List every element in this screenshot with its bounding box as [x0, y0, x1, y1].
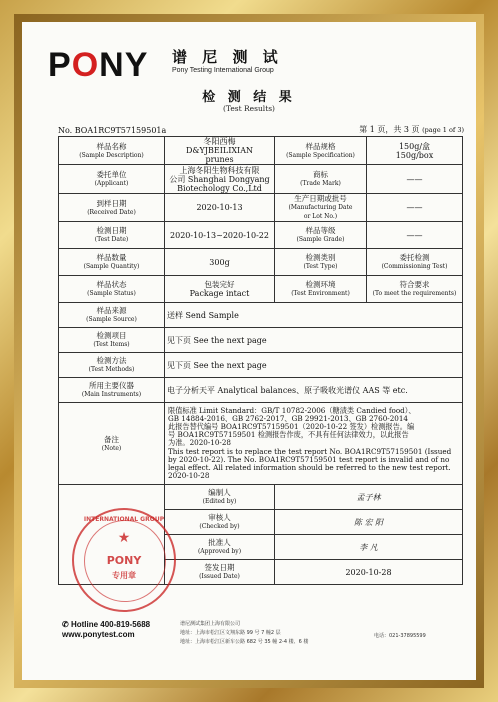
header	[48, 46, 318, 86]
table-row: 签发日期 (Issued Date) 2020-10-28	[59, 560, 463, 585]
phone-icon: ✆	[62, 620, 69, 629]
table-row: 编制人 (Edited by) 孟子林	[59, 485, 463, 510]
approver-signature: 李 凡	[275, 535, 463, 560]
hotline: ✆ Hotline 400-819-5688	[62, 620, 151, 629]
table-row: 审核人 (Checked by) 陈 宏 阳	[59, 510, 463, 535]
table-row: 样品数量 (Sample Quantity) 300g 检测类别 (Test Type) 委托检测 (Commissioning Test)	[59, 249, 463, 276]
editor-signature: 孟子林	[275, 485, 463, 510]
issued-date: 2020-10-28	[275, 560, 463, 585]
star-icon: ★	[117, 530, 131, 546]
table-row: 所用主要仪器 (Main Instruments) 电子分析天平 Analytical balances、原子吸收光谱仪 AAS 等 etc.	[59, 378, 463, 403]
page-subtitle: (Test Results)	[223, 104, 275, 113]
table-row: 检测方法 (Test Methods) 见下页 See the next page	[59, 353, 463, 378]
table-row: 到样日期 (Received Date) 2020-10-13 生产日期或批号 (Manufacturing Date or Lot No.) ——	[59, 194, 463, 222]
table-row: 检测项目 (Test Items) 见下页 See the next page	[59, 328, 463, 353]
checker-signature: 陈 宏 阳	[275, 510, 463, 535]
report-number: No. BOA1RC9T57159501a	[58, 126, 167, 135]
table-row: 样品名称 (Sample Description) 冬阳西梅 D&YJBEILIXIAN prunes 样品规格 (Sample Specification) 150g/盒 150g/box	[59, 137, 463, 165]
page-info: 第 1 页，共 3 页 (page 1 of 3)	[359, 125, 464, 134]
website-link[interactable]: www.ponytest.com	[62, 630, 135, 639]
table-row: 批准人 (Approved by) 李 凡	[59, 535, 463, 560]
table-row: 委托单位 (Applicant) 上海冬阳生物科技有限 公司 Shanghai Dongyang Biotechology Co.,Ltd 商标 (Trade Mark) ——	[59, 165, 463, 194]
note-text: 限值标准 Limit Standard：GB/T 10782-2006（糖渍类 Candied food）、 GB 14884-2016、GB 2762-2017、GB 29921-2013、GB 2760-2014 此报告替代编号 BOA1RC9T57159501（2020-10-22 签发）检测报告。编 号 BOA1RC9T57159501 检测报告作废，不具有任何法律效力，以此报告 为准。2020-10-28 This test report is to replace the test report No. BOA1RC9T57159501 (Issued by 2020-10-22). The No. BOA1RC9T57159501 test report is invalid and of no legal effect. All related information should be referred to the new test report. 2020-10-28	[165, 403, 463, 485]
pony-logo: PONY	[48, 46, 149, 84]
table-row: 备注 (Note) 限值标准 Limit Standard：GB/T 10782-2006（糖渍类 Candied food）、 GB 14884-2016、GB 2762-2017、GB 29921-2013、GB 2760-2014 此报告替代编号 BOA1RC9T57159501（2020-10-22 签发）检测报告。编 号 BOA1RC9T57159501 检测报告作废，不具有任何法律效力，以此报告 为准。2020-10-28 This test report is to replace the test report No. BOA1RC9T57159501 (Issued by 2020-10-22). The No. BOA1RC9T57159501 test report is invalid and of no legal effect. All related information should be referred to the new test report. 2020-10-28	[59, 403, 463, 485]
address-block: 谱尼测试集团上海有限公司 地址：上海市松江区文翔东路 99 号 7 幢2 层 地址：上海市松江区新车公路 682 号 35 幢 2-4 楼、6 楼	[180, 621, 309, 645]
page-title: 检 测 结 果	[202, 90, 296, 105]
official-stamp: INTERNATIONAL GROUP ★ PONY 专用章	[72, 508, 176, 612]
table-row: 检测日期 (Test Date) 2020-10-13~2020-10-22 样品等级 (Sample Grade) ——	[59, 222, 463, 249]
telephone: 电话：021-37895599	[374, 633, 426, 639]
certificate-paper	[22, 22, 476, 680]
footer	[62, 620, 472, 670]
table-row: 样品来源 (Sample Source) 送样 Send Sample	[59, 303, 463, 328]
brand-name-en: Pony Testing International Group	[172, 67, 274, 74]
table-row: 样品状态 (Sample Status) 包装完好 Package intact 检测环境 (Test Environment) 符合要求 (To meet the requirements)	[59, 276, 463, 303]
brand-name-cn: 谱 尼 测 试	[172, 48, 283, 66]
